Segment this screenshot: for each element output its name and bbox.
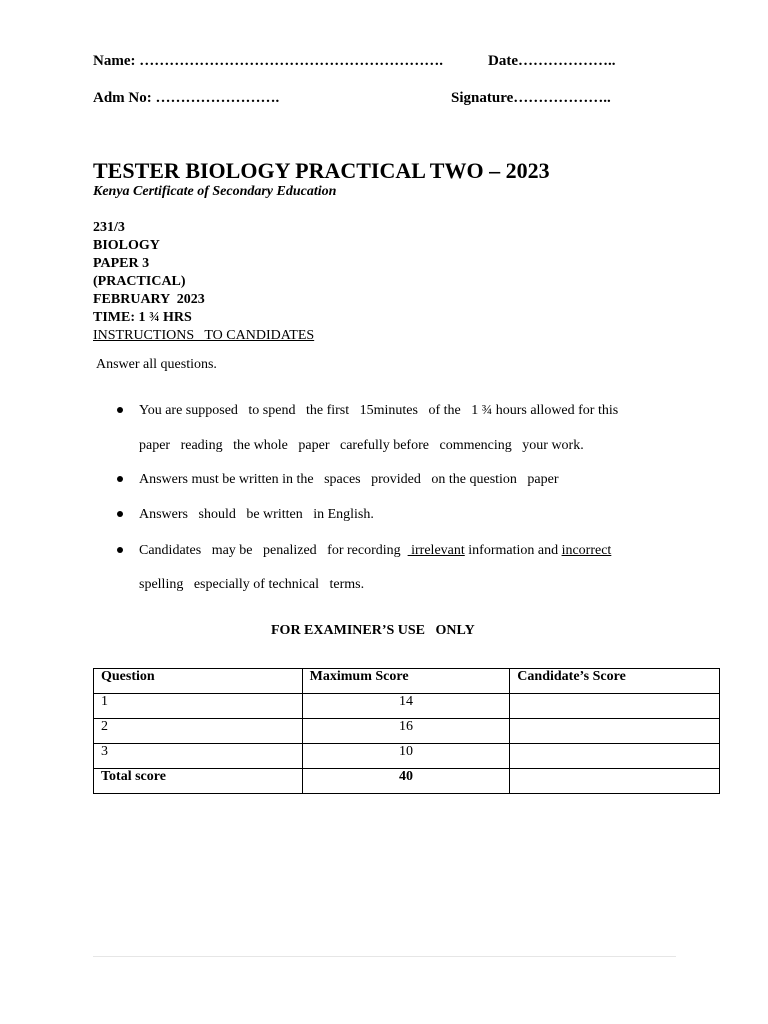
bullet-icon bbox=[117, 407, 123, 413]
total-maximum-score: 40 bbox=[302, 769, 510, 794]
examiner-heading: FOR EXAMINER’S USE ONLY bbox=[271, 623, 475, 638]
header-candidate-score: Candidate’s Score bbox=[510, 669, 720, 694]
signature-field-label: Signature……………….. bbox=[451, 90, 611, 106]
paper-type: (PRACTICAL) bbox=[93, 274, 186, 289]
header-maximum-score: Maximum Score bbox=[302, 669, 510, 694]
instruction-4-text-a: Candidates may be penalized for recording bbox=[139, 543, 408, 558]
instruction-1-line-2: paper reading the whole paper carefully before commencing your work. bbox=[139, 438, 584, 453]
exam-subtitle: Kenya Certificate of Secondary Education bbox=[93, 184, 337, 199]
instruction-4-incorrect: incorrect bbox=[561, 543, 612, 558]
question-number: 2 bbox=[94, 719, 303, 744]
table-row bbox=[94, 694, 720, 719]
total-label: Total score bbox=[94, 769, 303, 794]
name-field-label: Name: ……………………………………………………. bbox=[93, 53, 443, 69]
instruction-4-text-b: information and bbox=[464, 543, 562, 558]
score-table bbox=[93, 668, 720, 794]
table-row bbox=[94, 744, 720, 769]
total-row bbox=[94, 769, 720, 794]
instruction-4-line-1 bbox=[139, 542, 611, 559]
header-question: Question bbox=[94, 669, 303, 694]
question-number: 3 bbox=[94, 744, 303, 769]
question-number: 1 bbox=[94, 694, 303, 719]
paper-time: TIME: 1 ¾ HRS bbox=[93, 310, 192, 325]
maximum-score: 10 bbox=[302, 744, 510, 769]
exam-title: TESTER BIOLOGY PRACTICAL TWO – 2023 bbox=[93, 158, 550, 183]
table-row bbox=[94, 719, 720, 744]
instruction-4-irrelevant: irrelevant bbox=[407, 543, 465, 558]
date-field-label: Date……………….. bbox=[488, 53, 616, 69]
candidate-score-cell[interactable] bbox=[510, 744, 720, 769]
paper-number: PAPER 3 bbox=[93, 256, 150, 271]
candidate-score-cell[interactable] bbox=[510, 719, 720, 744]
bullet-icon bbox=[117, 547, 123, 553]
maximum-score: 16 bbox=[302, 719, 510, 744]
instruction-3: Answers should be written in English. bbox=[139, 507, 374, 522]
candidate-score-cell[interactable] bbox=[510, 694, 720, 719]
page-footer-divider bbox=[93, 956, 676, 957]
instruction-2: Answers must be written in the spaces provided on the question paper bbox=[139, 472, 559, 487]
bullet-icon bbox=[117, 476, 123, 482]
instruction-1-line-1: You are supposed to spend the first 15minutes of the 1 ¾ hours allowed for this bbox=[139, 403, 619, 418]
bullet-icon bbox=[117, 511, 123, 517]
answer-all-text: Answer all questions. bbox=[96, 357, 217, 372]
paper-code: 231/3 bbox=[93, 220, 125, 235]
instructions-heading: INSTRUCTIONS TO CANDIDATES bbox=[93, 328, 315, 343]
adm-no-field-label: Adm No: ……………………. bbox=[93, 90, 280, 106]
total-candidate-score-cell[interactable] bbox=[510, 769, 720, 794]
instruction-4-line-2: spelling especially of technical terms. bbox=[139, 577, 365, 592]
maximum-score: 14 bbox=[302, 694, 510, 719]
paper-subject: BIOLOGY bbox=[93, 238, 160, 253]
table-header-row bbox=[94, 669, 720, 694]
paper-date: FEBRUARY 2023 bbox=[93, 292, 205, 307]
